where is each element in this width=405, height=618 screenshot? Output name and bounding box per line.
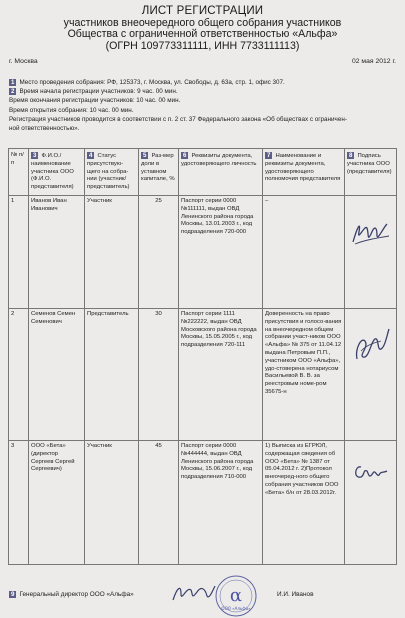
handwritten-signature — [347, 443, 393, 493]
participant-passport: Паспорт серии 1111 №222222, выдан ОВД Московского района города Москвы, 15.05.2005 г., код подразделения 720-111 — [179, 308, 263, 440]
row-number: 2 — [9, 308, 29, 440]
director-signature — [169, 578, 217, 608]
title-line-4: (ОГРН 109773311111, ИНН 7733111113) — [105, 39, 300, 52]
handwritten-signature — [347, 311, 393, 371]
table-header-row — [9, 149, 397, 196]
registration-table — [8, 148, 397, 565]
svg-text:ООО «Альфа»: ООО «Альфа» — [221, 606, 251, 611]
marker-badge: 1 — [11, 79, 15, 86]
place-date-row — [9, 58, 396, 65]
signature-cell — [345, 308, 397, 440]
participant-name: Семенов Семен Семенович — [29, 308, 85, 440]
header-name: 3 Ф.И.О./ наименование участника ООО (Ф.И.О. представителя) — [29, 149, 85, 196]
row-number: 1 — [9, 195, 29, 308]
header-authority-document: 7 Наименование и реквизиты документа, удостоверяющего полномочия представителя — [263, 149, 345, 196]
participant-name: Иванов Иван Иванович — [29, 195, 85, 308]
signature-cell — [345, 440, 397, 564]
company-stamp — [214, 574, 258, 618]
document-title — [0, 0, 405, 52]
authority-document: Доверенность на право присутствия и голосо-вания на внеочередном общем собрании участ-ников ООО «Альфа» № 375 от 11.04.12 выдана Петровым П.П., участником ООО «Альфа», удо-стоверена нотариусом Васильевой В. В. за реестровым номе-ром 35675-н — [263, 308, 345, 440]
info-registration-start: 2 Время начала регистрации участников: 9 час. 00 мин. — [11, 88, 178, 96]
participant-status: Участник — [85, 195, 139, 308]
marker-badge: 2 — [11, 88, 15, 96]
participant-share: 30 — [139, 308, 179, 440]
signature-footer — [9, 582, 396, 610]
city: г. Москва — [9, 58, 38, 65]
marker-badge: 4 — [89, 152, 93, 159]
title-line-3: Общества с ограниченной ответственностью «Альфа» — [67, 28, 338, 41]
header-share: 5 Раз-мер доли в уставном капитале, % — [139, 149, 179, 196]
info-venue: 1 Место проведения собрания: РФ, 125373, г. Москва, ул. Свободы, д. 63а, стр. 1, офис 307. — [11, 79, 285, 86]
marker-badge: 8 — [349, 152, 353, 159]
participant-passport: Паспорт серии 0000 №111111, выдан ОВД Ленинского района города Москвы, 13.01.2003 г., код подразделения 720-000 — [179, 195, 263, 308]
date: 02 мая 2012 г. — [351, 58, 396, 65]
title-line-2: участников внеочередного общего собрания участников — [63, 16, 342, 29]
marker-badge: 7 — [267, 152, 271, 159]
info-legal-basis: Регистрация участников проводится в соответствии с п. 2 ст. 37 Федерального закона «Об обществах с ограничен- — [9, 115, 347, 123]
info-registration-end: Время окончания регистрации участников: 10 час. 00 мин. — [9, 97, 181, 105]
meeting-info — [9, 78, 397, 133]
director-position: 9 Генеральный директор ООО «Альфа» — [11, 591, 134, 598]
participant-share: 25 — [139, 195, 179, 308]
marker-badge: 6 — [183, 152, 187, 159]
table-row — [9, 308, 397, 440]
participant-share: 45 — [139, 440, 179, 564]
marker-badge: 5 — [143, 152, 147, 159]
participant-status: Участник — [85, 440, 139, 564]
header-signature: 8 Подпись участника ООО (представителя) — [345, 149, 397, 196]
participant-name: ООО «Бета» (директор Сергеев Сергей Сергеевич) — [29, 440, 85, 564]
info-legal-basis-cont: ной ответственностью». — [9, 125, 80, 133]
participant-passport: Паспорт серии 0000 №444444, выдан ОВД Ленинского района города Москвы, 15.06.2007 г., код подразделения 710-000 — [179, 440, 263, 564]
handwritten-signature — [347, 198, 393, 258]
director-name: И.И. Иванов — [277, 591, 314, 598]
header-id-document: 6 Реквизиты документа, удостоверяющего личность — [179, 149, 263, 196]
marker-badge: 3 — [33, 152, 37, 159]
svg-text:α: α — [229, 585, 243, 606]
row-number: 3 — [9, 440, 29, 564]
participant-status: Представитель — [85, 308, 139, 440]
signature-cell — [345, 195, 397, 308]
authority-document: – — [263, 195, 345, 308]
title-line-1: ЛИСТ РЕГИСТРАЦИИ — [141, 5, 264, 17]
marker-badge: 9 — [11, 591, 15, 598]
authority-document: 1) Выписка из ЕГРЮЛ, содержащая сведения об ООО «Бета» № 1387 от 05.04.2012 г. 2)Протокол внеочеред-ного общего собрания участников ООО «Бета» б/н от 28.03.2012г. — [263, 440, 345, 564]
header-number: № п/п — [9, 149, 29, 196]
table-row — [9, 440, 397, 564]
table-row — [9, 195, 397, 308]
info-opening-time: Время открытия собрания: 10 час. 00 мин. — [9, 106, 134, 114]
header-status: 4 Статус присутствую-щего на собра-нии (участник/ представитель) — [85, 149, 139, 196]
